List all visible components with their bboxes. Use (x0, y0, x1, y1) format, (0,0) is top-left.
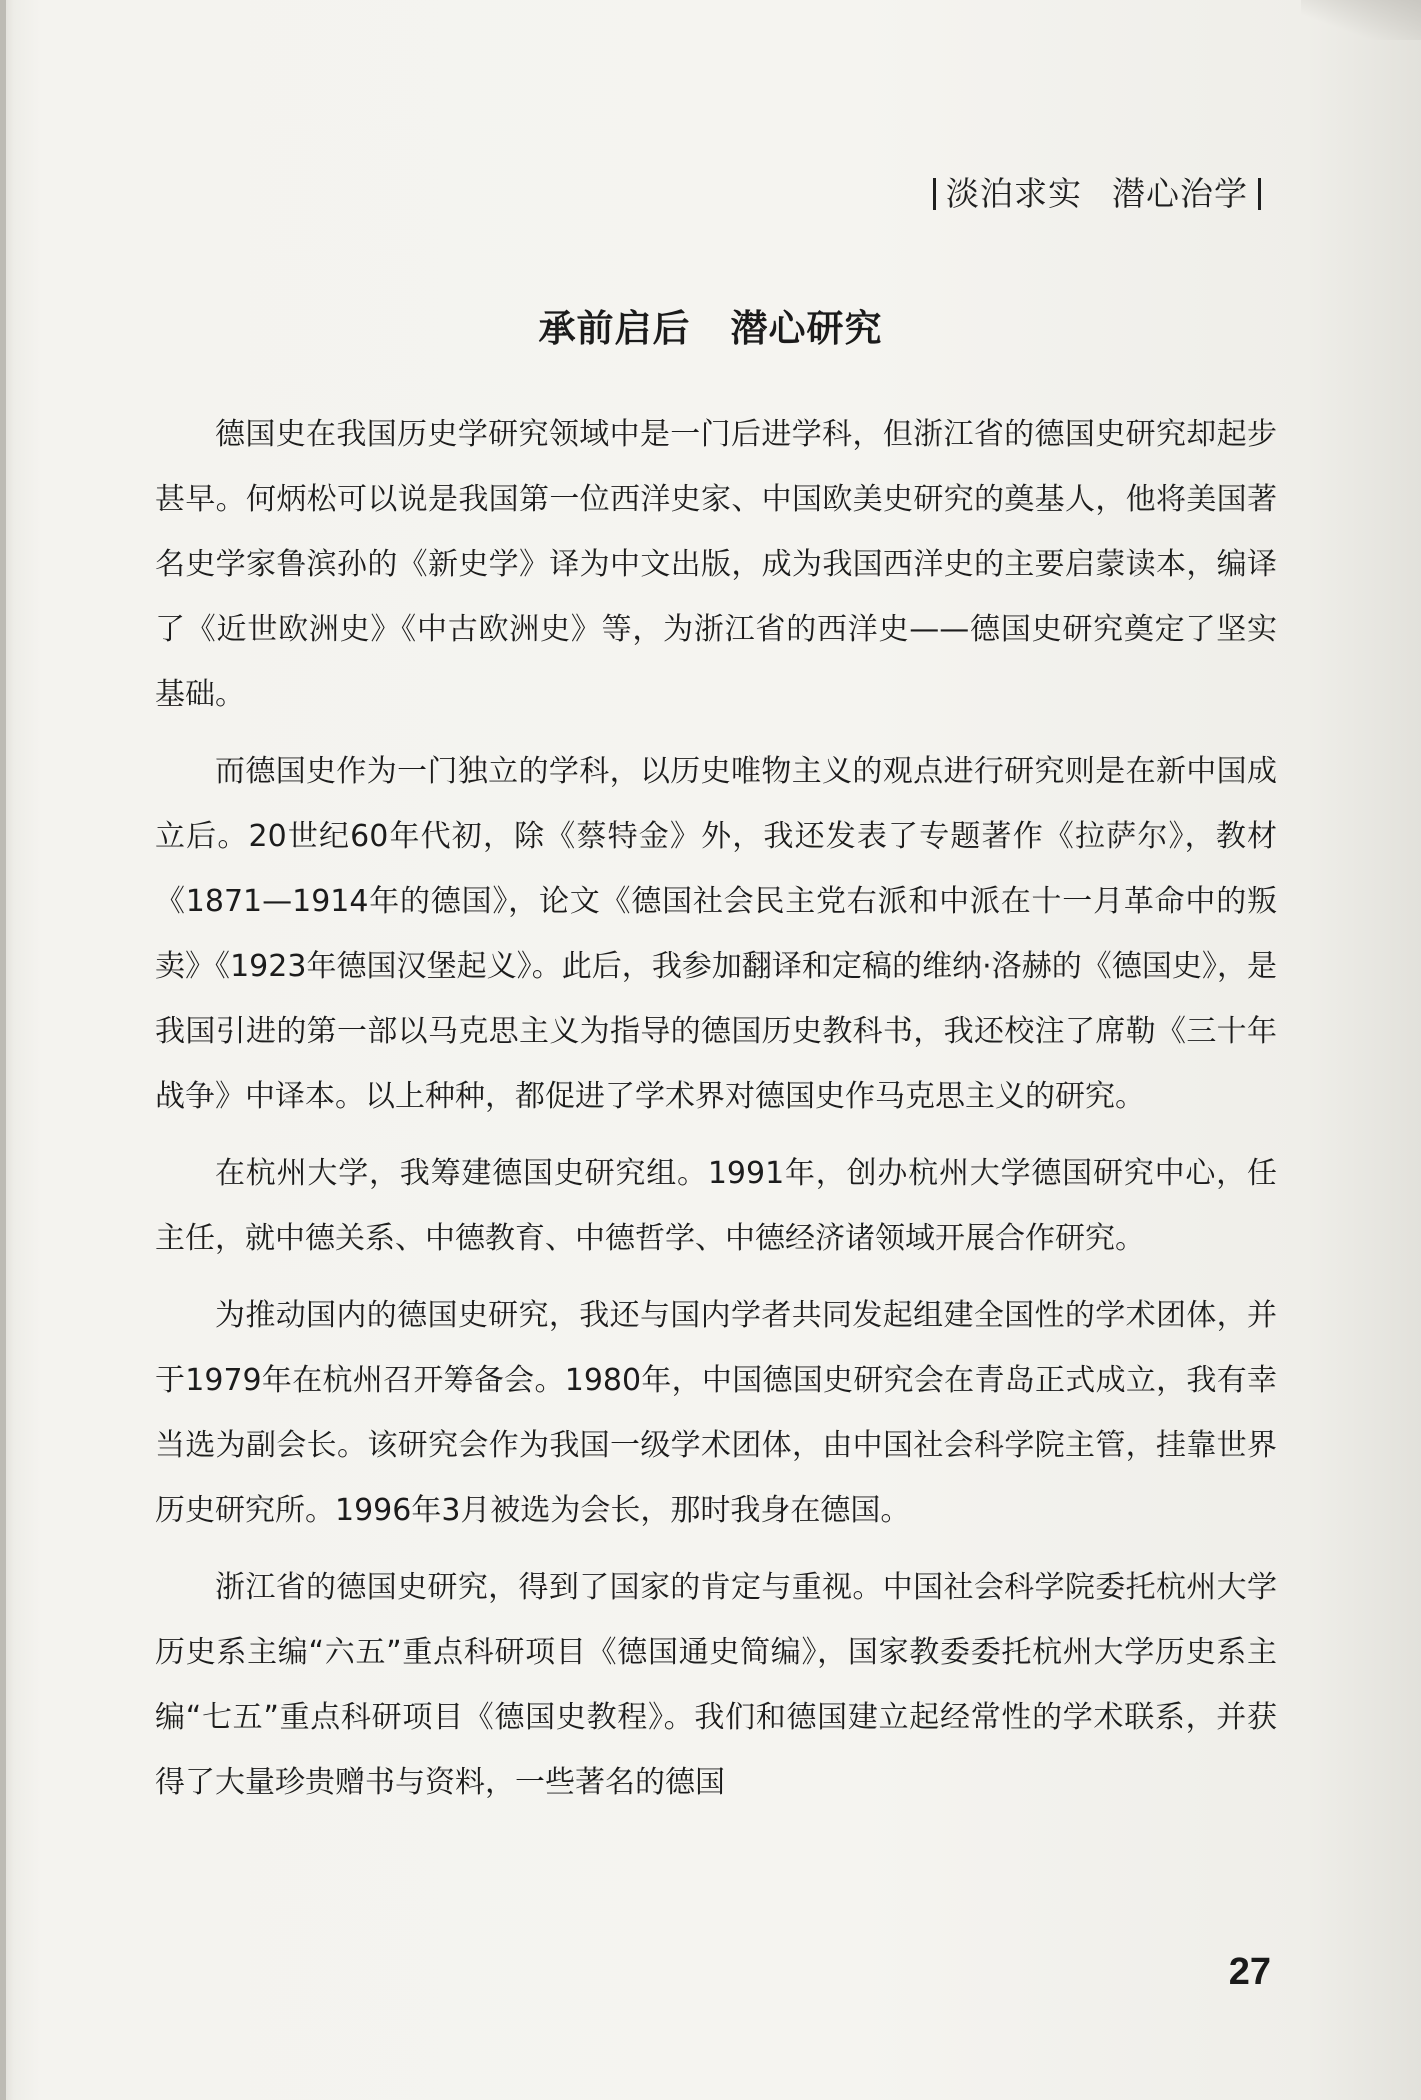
title-part-2: 潜心研究 (730, 306, 883, 350)
article-body (155, 402, 1277, 1827)
section-title (0, 303, 1421, 353)
page-number: 27 (1228, 1951, 1271, 1993)
paragraph: 在杭州大学，我筹建德国史研究组。1991年，创办杭州大学德国研究中心，任主任，就中德关系、中德教育、中德哲学、中德经济诸领域开展合作研究。 (155, 1156, 1277, 1256)
page-corner-shadow (1301, 0, 1421, 40)
header-right-bar (1258, 178, 1261, 210)
paragraph: 而德国史作为一门独立的学科，以历史唯物主义的观点进行研究则是在新中国成立后。20世纪60年代初，除《蔡特金》外，我还发表了专题著作《拉萨尔》，教材《1871—1914年的德国》，论文《德国社会民主党右派和中派在十一月革命中的叛卖》《1923年德国汉堡起义》。此后，我参加翻译和定稿的维纳·洛赫的《德国史》，是我国引进的第一部以马克思主义为指导的德国历史教科书，我还校注了席勒《三十年战争》中译本。以上种种，都促进了学术界对德国史作马克思主义的研究。 (155, 754, 1277, 1114)
header-right-text: 潜心治学 (1112, 174, 1248, 213)
header-left-text: 淡泊求实 (946, 174, 1082, 213)
paragraph: 为推动国内的德国史研究，我还与国内学者共同发起组建全国性的学术团体，并于1979年在杭州召开筹备会。1980年，中国德国史研究会在青岛正式成立，我有幸当选为副会长。该研究会作为我国一级学术团体，由中国社会科学院主管，挂靠世界历史研究所。1996年3月被选为会长，那时我身在德国。 (155, 1298, 1277, 1528)
paragraph: 浙江省的德国史研究，得到了国家的肯定与重视。中国社会科学院委托杭州大学历史系主编“六五”重点科研项目《德国通史简编》，国家教委委托杭州大学历史系主编“七五”重点科研项目《德国史教程》。我们和德国建立起经常性的学术联系，并获得了大量珍贵赠书与资料，一些著名的德国 (155, 1570, 1277, 1800)
header-left-bar (933, 178, 936, 210)
paragraph: 德国史在我国历史学研究领域中是一门后进学科，但浙江省的德国史研究却起步甚早。何炳松可以说是我国第一位西洋史家、中国欧美史研究的奠基人，他将美国著名史学家鲁滨孙的《新史学》译为中文出版，成为我国西洋史的主要启蒙读本，编译了《近世欧洲史》《中古欧洲史》等，为浙江省的西洋史——德国史研究奠定了坚实基础。 (155, 417, 1277, 712)
running-header (923, 172, 1271, 216)
title-part-1: 承前启后 (538, 306, 691, 350)
